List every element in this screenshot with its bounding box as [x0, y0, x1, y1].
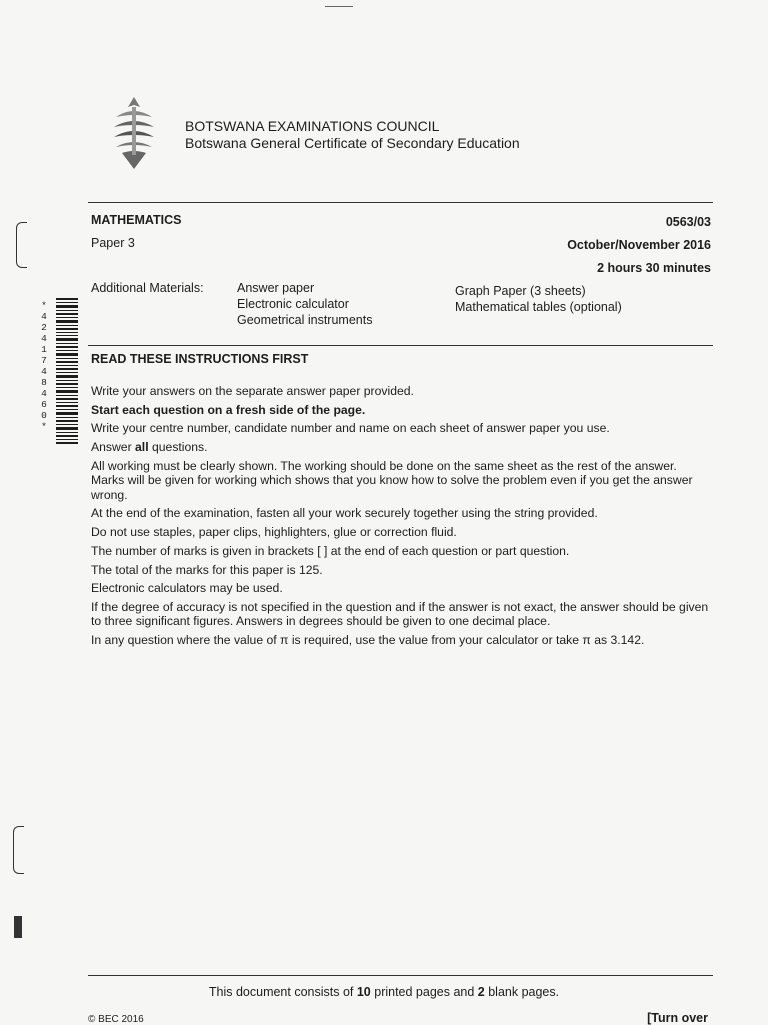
instruction-item: The number of marks is given in brackets [ ] at the end of each question or part question. [91, 543, 570, 558]
margin-bracket [13, 826, 24, 874]
divider-instructions [88, 345, 713, 346]
instruction-item: Electronic calculators may be used. [91, 581, 283, 596]
subject-title: MATHEMATICS [91, 213, 182, 227]
instruction-item: Write your answers on the separate answer paper provided. [91, 384, 414, 398]
divider-top [88, 202, 713, 203]
bec-logo-icon [110, 95, 158, 171]
paper-number: Paper 3 [91, 236, 135, 250]
materials-list-1 [237, 280, 372, 328]
material-item: Electronic calculator [237, 297, 349, 311]
barcode-icon [56, 298, 78, 444]
instructions-list [91, 384, 713, 652]
material-item: Geometrical instruments [237, 313, 373, 327]
materials-label: Additional Materials: [91, 281, 204, 295]
copyright: © BEC 2016 [88, 1014, 144, 1025]
instruction-item: The total of the marks for this paper is 125. [91, 562, 323, 577]
turn-over-note: [Turn over [647, 1011, 708, 1025]
divider-footer [88, 975, 713, 976]
qualification-name: Botswana General Certificate of Secondary Education [185, 135, 520, 151]
material-item: Mathematical tables (optional) [455, 300, 622, 314]
margin-bracket [16, 222, 27, 268]
instruction-item: At the end of the examination, fasten all your work securely together using the string provided. [91, 506, 598, 521]
instruction-item: Start each question on a fresh side of the page. [91, 402, 366, 417]
paper-code: 0563/03 [665, 215, 711, 229]
margin-mark [14, 916, 22, 938]
instruction-item: If the degree of accuracy is not specified in the question and if the answer is not exact, the answer should be given to three significant figures. Answers in degrees should be given to one decimal place. [91, 599, 709, 629]
barcode-digits: * 4 2 4 1 7 4 8 4 6 0 * [41, 300, 47, 432]
material-item: Graph Paper (3 sheets) [455, 284, 586, 298]
exam-duration: 2 hours 30 minutes [597, 261, 711, 275]
instruction-item: Write your centre number, candidate number and name on each sheet of answer paper you use. [91, 421, 610, 436]
instruction-item: Do not use staples, paper clips, highlighters, glue or correction fluid. [91, 525, 457, 540]
materials-list-2 [455, 283, 622, 315]
page-count-note: This document consists of 10 printed pages and 2 blank pages. [208, 985, 560, 999]
instruction-item: In any question where the value of π is required, use the value from your calculator or take π as 3.142. [91, 633, 645, 648]
org-name: BOTSWANA EXAMINATIONS COUNCIL [185, 118, 440, 134]
scan-mark [325, 6, 353, 7]
instruction-item: All working must be clearly shown. The working should be done on the same sheet as the rest of the answer. Marks will be given for working which shows that you know how to solve the problem even if you get the answer wrong. [91, 458, 693, 502]
instruction-item: Answer all questions. [91, 440, 208, 455]
material-item: Answer paper [237, 281, 315, 295]
exam-session: October/November 2016 [567, 238, 711, 252]
instructions-title: READ THESE INSTRUCTIONS FIRST [91, 352, 309, 366]
